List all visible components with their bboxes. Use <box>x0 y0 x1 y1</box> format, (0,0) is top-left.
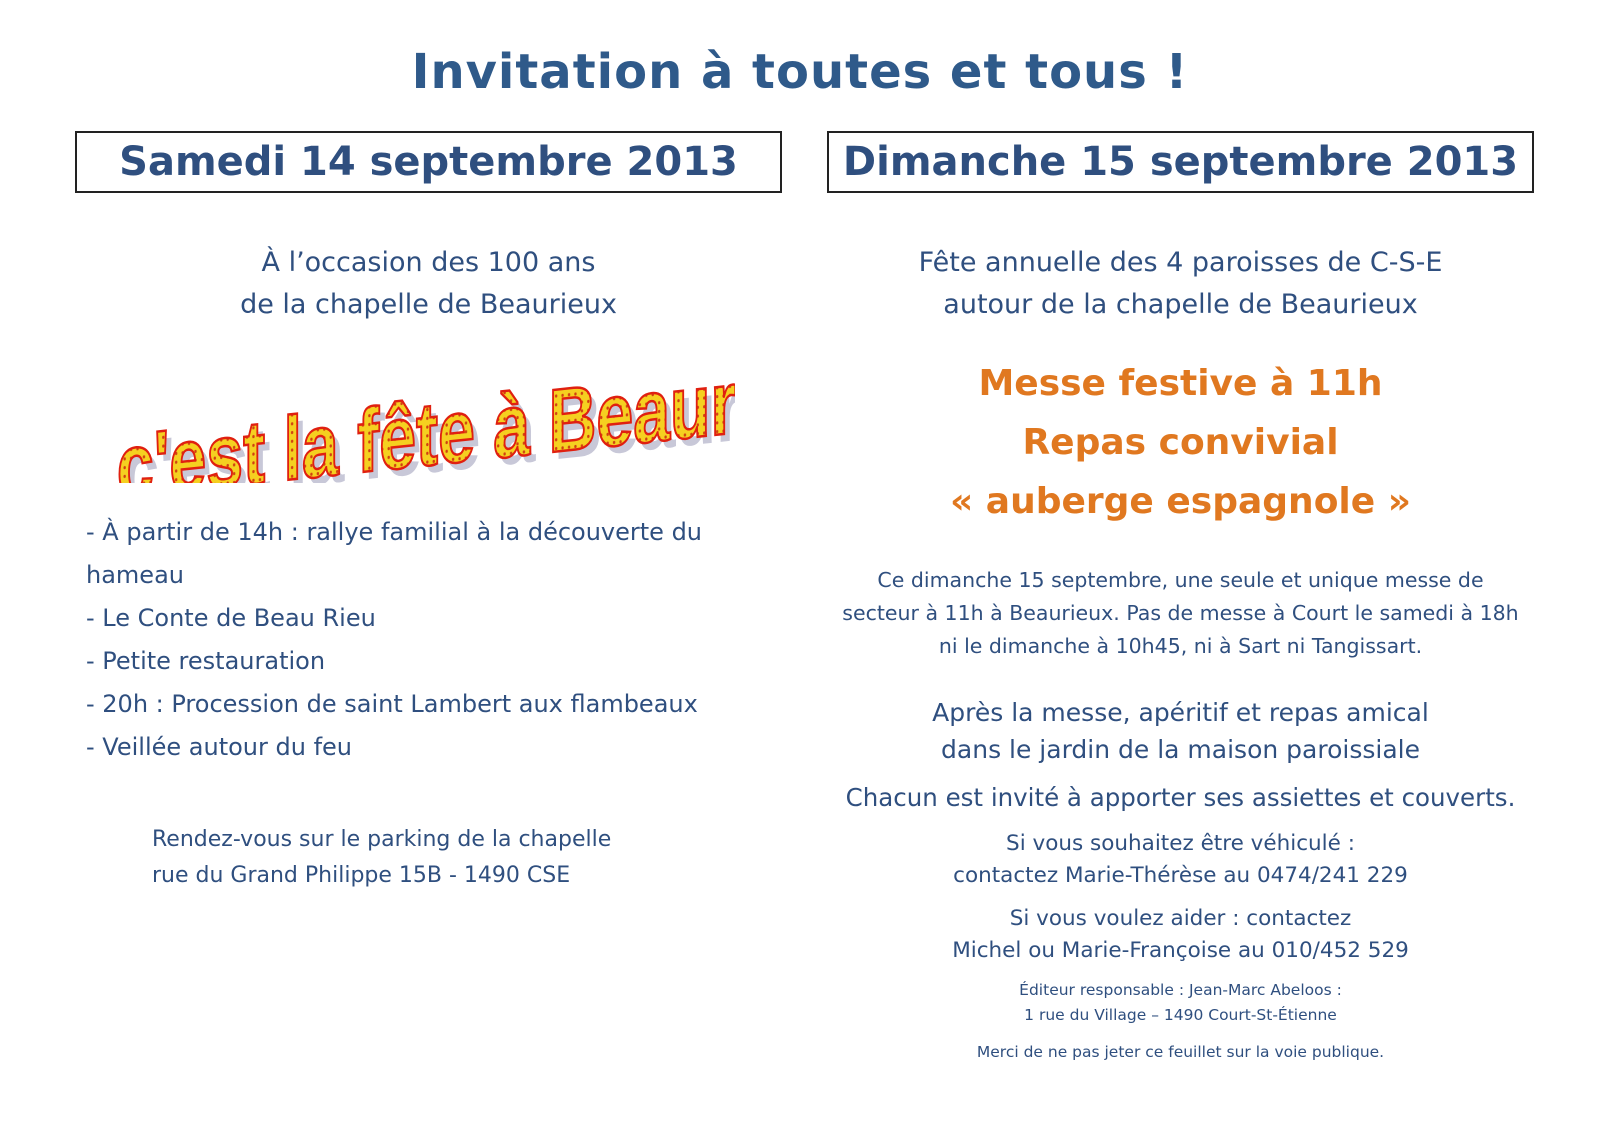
activity-item: - Veillée autour du feu <box>86 733 352 761</box>
transport-contact-phone: contactez Marie-Thérèse au 0474/241 229 <box>953 863 1408 888</box>
sunday-intro <box>827 242 1534 326</box>
meeting-address: rue du Grand Philippe 15B - 1490 CSE <box>152 863 571 888</box>
after-mass <box>827 694 1534 768</box>
mass-notice <box>827 564 1534 663</box>
highlight-potluck: « auberge espagnole » <box>950 481 1411 522</box>
transport-contact-line: Si vous souhaitez être véhiculé : <box>1006 831 1355 856</box>
saturday-activities <box>86 511 776 769</box>
sunday-intro-line: Fête annuelle des 4 paroisses de C-S-E <box>918 247 1443 278</box>
saturday-intro-line: À l’occasion des 100 ans <box>261 247 596 278</box>
meeting-point <box>152 822 752 894</box>
wordart-banner <box>115 333 735 483</box>
highlight-mass: Messe festive à 11h <box>978 363 1383 404</box>
sunday-date-box: Dimanche 15 septembre 2013 <box>827 131 1534 193</box>
saturday-date-box: Samedi 14 septembre 2013 <box>75 131 782 193</box>
help-contact-line: Si vous voulez aider : contactez <box>1009 906 1352 931</box>
sunday-intro-line: autour de la chapelle de Beaurieux <box>943 289 1418 320</box>
activity-item: - Petite restauration <box>86 647 326 675</box>
activity-item: - À partir de 14h : rallye familial à la découverte du <box>86 518 703 546</box>
help-contact-phone: Michel ou Marie-Françoise au 010/452 529 <box>952 938 1409 963</box>
publisher-line: Éditeur responsable : Jean-Marc Abeloos : <box>1019 981 1342 999</box>
page-title: Invitation à toutes et tous ! <box>411 44 1189 100</box>
help-contact <box>827 903 1534 967</box>
after-line: Après la messe, apéritif et repas amical <box>932 698 1429 727</box>
after-line: dans le jardin de la maison paroissiale <box>941 735 1420 764</box>
notice-line: secteur à 11h à Beaurieux. Pas de messe à Court le samedi à 18h <box>842 601 1519 625</box>
wordart-text: c'est la fête à Beaurieux <box>116 336 735 483</box>
bring-dishes-note: Chacun est invité à apporter ses assiettes et couverts. <box>845 783 1516 812</box>
highlight-meal: Repas convivial <box>1022 422 1339 463</box>
activity-item: hameau <box>86 561 184 589</box>
activity-item: - 20h : Procession de saint Lambert aux flambeaux <box>86 690 698 718</box>
meeting-line: Rendez-vous sur le parking de la chapelle <box>152 827 612 852</box>
publisher-address: 1 rue du Village – 1490 Court-St-Étienne <box>1024 1006 1337 1024</box>
publisher-info <box>827 978 1534 1028</box>
wordart-svg <box>115 333 735 483</box>
transport-contact <box>827 828 1534 892</box>
activity-item: - Le Conte de Beau Rieu <box>86 604 376 632</box>
notice-line: ni le dimanche à 10h45, ni à Sart ni Tangissart. <box>938 634 1423 658</box>
saturday-intro-line: de la chapelle de Beaurieux <box>240 289 617 320</box>
sunday-highlights <box>827 354 1534 531</box>
saturday-intro <box>75 242 782 326</box>
litter-notice: Merci de ne pas jeter ce feuillet sur la voie publique. <box>976 1043 1385 1061</box>
notice-line: Ce dimanche 15 septembre, une seule et unique messe de <box>877 568 1484 592</box>
wordart-shadow: c'est la fête à Beaurieux <box>122 343 735 483</box>
